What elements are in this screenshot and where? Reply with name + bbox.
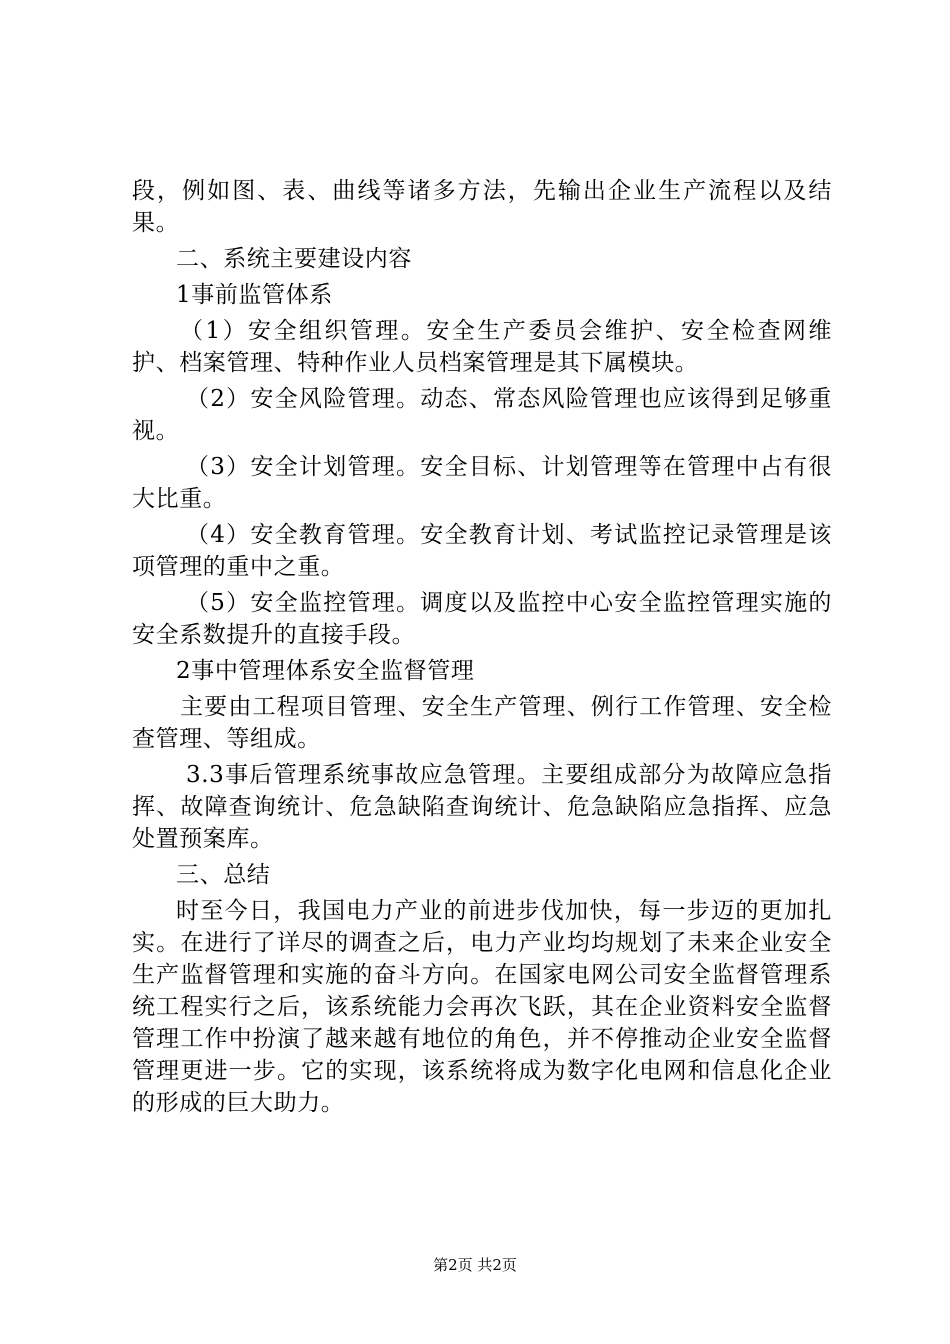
paragraph-post-event-management: 3.3事后管理系统事故应急管理。主要组成部分为故障应急指挥、故障查询统计、危急缺陷查询统计、危急缺陷应急指挥、应急处置预案库。: [132, 762, 832, 852]
list-item-risk-management: （2）安全风险管理。动态、常态风险管理也应该得到足够重视。: [132, 386, 832, 444]
section-heading-summary: 三、总结: [176, 862, 271, 888]
paragraph-continuation: 段，例如图、表、曲线等诸多方法，先输出企业生产流程以及结果。: [132, 178, 832, 236]
document-body: [132, 175, 832, 1123]
paragraph-in-process-composition: 主要由工程项目管理、安全生产管理、例行工作管理、安全检查管理、等组成。: [132, 694, 832, 752]
page-number-footer: 第2页 共2页: [433, 1256, 517, 1274]
subsection-heading-in-process-supervision: 2事中管理体系安全监督管理: [176, 658, 475, 684]
list-item-education-management: （4）安全教育管理。安全教育计划、考试监控记录管理是该项管理的重中之重。: [132, 522, 832, 580]
section-heading-main-content: 二、系统主要建设内容: [176, 246, 412, 272]
list-item-plan-management: （3）安全计划管理。安全目标、计划管理等在管理中占有很大比重。: [132, 454, 832, 512]
subsection-heading-pre-supervision: 1事前监管体系: [176, 282, 333, 308]
paragraph-summary: 时至今日，我国电力产业的前进步伐加快，每一步迈的更加扎实。在进行了详尽的调查之后，电力产业均均规划了未来企业安全生产监督管理和实施的奋斗方向。在国家电网公司安全监督管理系统工程实行之后，该系统能力会再次飞跃，其在企业资料安全监督管理工作中扮演了越来越有地位的角色，并不停推动企业安全监督管理更进一步。它的实现，该系统将成为数字化电网和信息化企业的形成的巨大助力。: [132, 898, 832, 1116]
list-item-organization-management: （1）安全组织管理。安全生产委员会维护、安全检查网维护、档案管理、特种作业人员档案管理是其下属模块。: [132, 318, 832, 376]
list-item-monitoring-management: （5）安全监控管理。调度以及监控中心安全监控管理实施的安全系数提升的直接手段。: [132, 590, 832, 648]
